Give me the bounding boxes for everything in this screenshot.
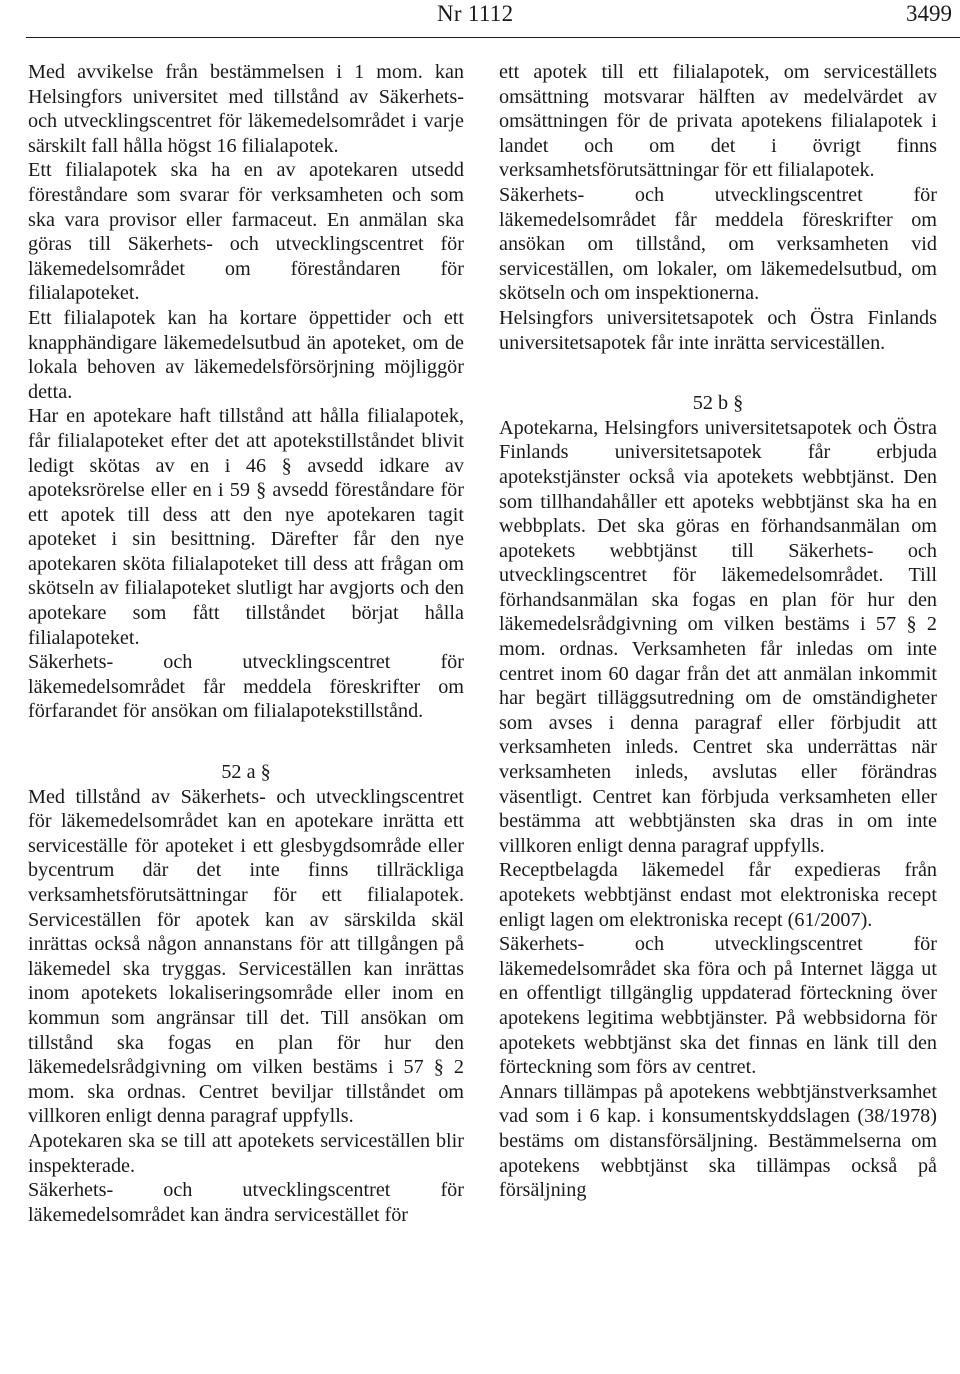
section-gap xyxy=(28,724,464,760)
header-rule xyxy=(26,37,960,38)
paragraph: Ett filialapotek ska ha en av apotekaren utsedd föreståndare som svarar för verksamheten och som ska vara provisor eller farmaceut. En anmälan ska göras till Säkerhets- och utvecklingscentret för läkemedelsområdet om föreståndaren för filialapoteket. xyxy=(28,159,464,305)
section-heading-52b: 52 b § xyxy=(692,392,744,415)
section-heading-52a: 52 a § xyxy=(221,761,271,784)
paragraph: Säkerhets- och utvecklingscentret för läkemedelsområdet ska föra och på Internet lägga ut en offentligt tillgänglig uppdaterad förteckning över apotekens legitima webbtjänster. På webbsidorna för apotekets webbtjänst ska det finnas en länk till den förteckning som förs av centret. xyxy=(499,933,937,1079)
left-column xyxy=(28,60,464,1227)
paragraph: Receptbelagda läkemedel får expedieras från apotekets webbtjänst endast mot elektroniska recept enligt lagen om elektroniska recept (61/2007). xyxy=(499,859,937,931)
paragraph: Annars tillämpas på apotekens webbtjänstverksamhet vad som i 6 kap. i konsumentskyddslagen (38/1978) bestäms om distansförsäljning. Bestämmelserna om apotekens webbtjänst ska tillämpas också på försäljning xyxy=(499,1080,937,1202)
paragraph: Säkerhets- och utvecklingscentret för läkemedelsområdet får meddela föreskrifter om förfarandet för ansökan om filialapotekstillstånd. xyxy=(28,651,464,723)
section-gap xyxy=(499,355,937,391)
paragraph: Säkerhets- och utvecklingscentret för läkemedelsområdet kan ändra servicestället för xyxy=(28,1179,464,1226)
paragraph: Säkerhets- och utvecklingscentret för läkemedelsområdet får meddela föreskrifter om ansökan om tillstånd, om verksamheten vid serviceställen, om lokaler, om läkemedelsutbud, om skötseln och om inspektionerna. xyxy=(499,183,937,305)
paragraph: Apotekaren ska se till att apotekets serviceställen blir inspekterade. xyxy=(28,1129,464,1177)
right-column xyxy=(499,60,937,1203)
paragraph: Ett filialapotek kan ha kortare öppettider och ett knapphändigare läkemedelsutbud än apoteket, om de lokala behoven av läkemedelsförsörjning möjliggör detta. xyxy=(28,306,464,403)
paragraph: Med avvikelse från bestämmelsen i 1 mom. kan Helsingfors universitet med tillstånd av Säkerhets- och utvecklingscentret för läkemedelsområdet i varje särskilt fall hålla högst 16 filialapotek. xyxy=(28,61,464,157)
paragraph: Med tillstånd av Säkerhets- och utvecklingscentret för läkemedelsområdet kan en apotekare inrätta ett serviceställe för apoteket i ett glesbygdsområde eller bycentrum där det inte finns tillräckliga verksamhetsförutsättningar för ett filialapotek. Serviceställen för apotek kan av särskilda skäl inrättas också någon annanstans för att tillgången på läkemedel ska tryggas. Serviceställen kan inrättas inom apotekets lokaliseringsområde eller inom en kommun som angränsar till det. Till ansökan om tillstånd ska fogas en plan för hur den läkemedelsrådgivning om vilken bestäms i 57 § 2 mom. ska ordnas. Centret beviljar tillståndet om villkoren enligt denna paragraf uppfylls. xyxy=(28,785,464,1128)
paragraph: Har en apotekare haft tillstånd att hålla filialapotek, får filialapoteket efter det att apotekstillståndet blivit ledigt skötas av en i 46 § avsedd idkare av apoteksrörelse eller en i 59 § avsedd föreståndare för ett apotek till dess att den nye apotekaren tagit apoteket i sin besittning. Därefter får den nye apotekaren sköta filialapoteket till dess att frågan om skötseln av filialapoteket slutligt har avgjorts och den apotekare som fått tillståndet börjat hålla filialapoteket. xyxy=(28,405,464,649)
page-number: 3499 xyxy=(906,1,952,26)
document-number: Nr 1112 xyxy=(437,1,514,26)
page-header xyxy=(0,0,960,40)
paragraph: Helsingfors universitetsapotek och Östra Finlands universitetsapotek får inte inrätta serviceställen. xyxy=(499,306,937,354)
paragraph: ett apotek till ett filialapotek, om serviceställets omsättning motsvarar hälften av medelvärdet av omsättningen för de privata apotekens filialapotek i landet och om det i övrigt finns verksamhetsförutsättningar för ett filialapotek. xyxy=(499,61,937,182)
paragraph: Apotekarna, Helsingfors universitetsapotek och Östra Finlands universitetsapotek får erbjuda apotekstjänster också via apotekets webbtjänst. Den som tillhandahåller ett apoteks webbtjänst ska ha en webbplats. Det ska göras en förhandsanmälan om apotekets webbtjänst till Säkerhets- och utvecklingscentret för läkemedelsområdet. Till förhandsanmälan ska fogas en plan för hur den läkemedelsrådgivning om vilken bestäms i 57 § 2 mom. ordnas. Verksamheten får inledas om inte centret inom 60 dagar från det att anmälan inkommit har begärt tilläggsutredning om de omständigheter som avses i denna paragraf eller förbjudit att verksamheten inleds. Centret ska underrättas när verksamheten inleds, avslutas eller förändras väsentligt. Centret kan förbjuda verksamheten eller bestämma att webbtjänsten ska dras in om inte villkoren enligt denna paragraf uppfylls. xyxy=(499,416,937,857)
